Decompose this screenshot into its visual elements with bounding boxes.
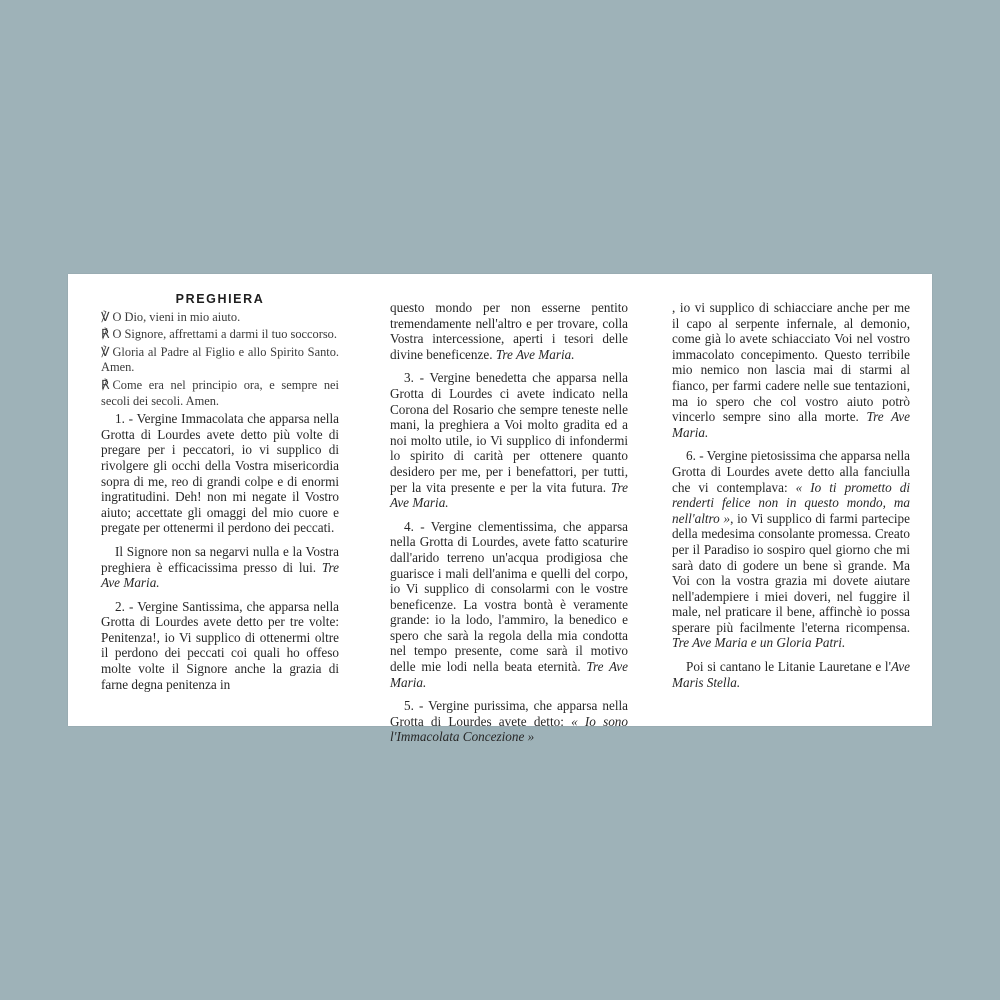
apparition-quote: « Io sono l'Immacolata Concezione » — [390, 713, 628, 745]
prayer-paragraph-2: 2. - Vergine Santissima, che apparsa nella Grotta di Lourdes avete detto per tre volte: Penitenza!, io Vi supplico di ottenermi oltre il perdono dei peccati coi quali ho offeso molte volte il Signore anche la grazia di farne degna penitenza in — [101, 598, 339, 692]
response-text: O Signore, affrettami a darmi il tuo soccorso. — [112, 327, 337, 342]
response-2 — [101, 378, 339, 409]
versicle-1 — [101, 310, 339, 326]
paragraph-text: , io Vi supplico di farmi partecipe della medesima consolante promessa. Creato per il Paradiso io sospiro quel giorno che mi sarà dato di godere un bene sì grande. Ma Voi con la vostra grazia mi dovete aiutare nell'adempiere i miei doveri, nel fuggire il male, nel praticare il bene, affinchè io possa sperare più facilmente l'eterna ricompensa. — [672, 510, 910, 635]
response-symbol: ℟ — [101, 377, 110, 392]
response-symbol: ℟ — [101, 327, 110, 342]
column-2 — [390, 300, 628, 745]
prayer-sheet — [68, 274, 932, 745]
prayer-paragraph-5-continued — [672, 300, 910, 440]
versicle-symbol: ℣ — [101, 344, 110, 359]
paragraph-text: questo mondo per non esserne pentito tremendamente nell'altro e per trovare, colla Vostra intercessione, aperti i tesori delle divine beneficenze. — [390, 300, 628, 362]
refrain: Tre Ave Maria. — [390, 659, 629, 690]
column-3 — [672, 300, 910, 690]
paragraph-text: 6. - Vergine pietosissima che apparsa nella Grotta di Lourdes avete detto alla fanciulla che vi contemplava: — [672, 448, 910, 495]
paragraph-text: 5. - Vergine purissima, che apparsa nella Grotta di Lourdes avete detto: — [390, 698, 628, 729]
prayer-paragraph-2-continued — [390, 300, 628, 362]
closing-paragraph — [672, 659, 910, 690]
page-title: PREGHIERA — [175, 292, 265, 306]
response-text: Come era nel principio ora, e sempre nei secoli dei secoli. Amen. — [101, 377, 339, 408]
prayer-paragraph-5 — [390, 698, 628, 745]
apparition-quote: « Io ti prometto di renderti felice non in questo mondo, ma nell'altro » — [672, 479, 910, 526]
refrain: Tre Ave Maria e un Gloria Patri. — [672, 635, 846, 651]
versicle-symbol: ℣ — [101, 309, 110, 324]
paragraph-text: 3. - Vergine benedetta che apparsa nella Grotta di Lourdes ci avete indicato nella Corona del Rosario che sempre teneste nelle mani, la preghiera a Voi molto gradita ed a noi molto utile, io Vi supplico di infondermi lo spirito di carità per ottenere quanto desidero per me, per i benefattori, per tutti, per la vita presente e per la vita futura. — [390, 370, 628, 495]
prayer-paragraph-3 — [390, 370, 628, 510]
refrain: Tre Ave Maria. — [390, 479, 629, 511]
prayer-paragraph-6 — [672, 448, 910, 651]
column-1 — [101, 292, 339, 692]
paragraph-text: , io vi supplico di schiacciare anche per me il capo al serpente infernale, al demonio, come già lo avete schiacciato Voi nel vostro immacolato concepimento. Questo terribile mio nemico non lascia mai di starmi al fianco, per farmi cadere nelle sue tentazioni, ma io spero che col vostro aiuto potrò vincerlo sempre sino alla morte. — [672, 300, 910, 425]
paragraph-text: 4. - Vergine clementissima, che apparsa nella Grotta di Lourdes, avete fatto scaturire dall'arido terreno un'acqua prodigiosa che guarisce i mali dell'anima e quelli del corpo, io Vi supplico di consolarmi con le vostre beneficenze. La vostra bontà è veramente grande: io la lodo, l'ammiro, la benedico e spero che sarà la regola della mia condotta nel tempo presente, come sarà il motivo delle mie lodi nella beata eternità. — [390, 518, 628, 675]
versicle-2 — [101, 345, 339, 376]
paragraph-text: Il Signore non sa negarvi nulla e la Vostra preghiera è efficacissima presso di lui. — [101, 543, 339, 575]
versicle-text: O Dio, vieni in mio aiuto. — [112, 309, 241, 324]
closing-text: Poi si cantano le Litanie Lauretane e l' — [686, 659, 891, 675]
refrain: Tre Ave Maria. — [101, 559, 340, 591]
versicle-text: Gloria al Padre al Figlio e allo Spirito Santo. Amen. — [101, 344, 339, 375]
closing-hymn: Ave Maris Stella. — [672, 659, 910, 690]
refrain: Tre Ave Maria. — [495, 346, 575, 362]
refrain: Tre Ave Maria. — [672, 409, 910, 440]
response-1 — [101, 327, 339, 343]
prayer-paragraph-1b — [101, 544, 339, 591]
prayer-paragraph-4 — [390, 519, 628, 691]
prayer-paragraph-1: 1. - Vergine Immacolata che apparsa nella Grotta di Lourdes avete detto più volte di pregare per i peccatori, io vi supplico di rivolgere gli occhi della Vostra misericordia sopra di me, reo di grandi colpe e di enormi ingratitudini. Deh! non mi negate il Vostro aiuto; accettate gli omaggi del mio cuore e pregate per ottenermi il perdono dei peccati. — [101, 411, 339, 536]
